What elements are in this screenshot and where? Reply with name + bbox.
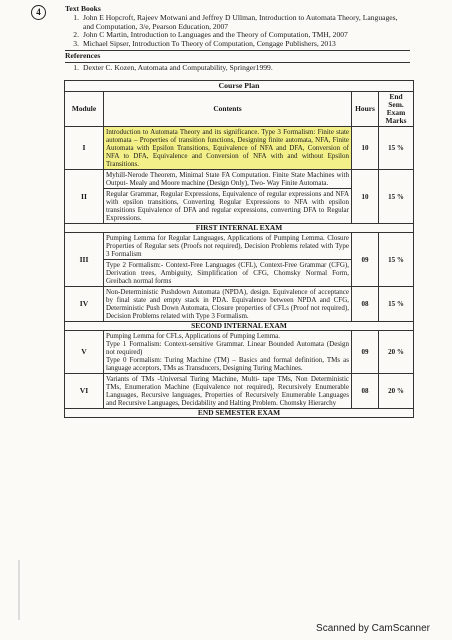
- end-semester-exam: END SEMESTER EXAM: [65, 409, 414, 418]
- module-6-contents: Variants of TMs -Universal Turing Machine, Multi- tape TMs, Non Deterministic TMs, Enumeration Machine (Equivalence not required), Recursively Enumerable Languages, Recursive languages, Properties of Recursively Enumerable Languages and Recursive Languages, Decidability and Halting Problem. Chomsky Hierarchy: [104, 374, 352, 409]
- text-books-heading: Text Books: [65, 4, 101, 13]
- first-internal-exam: FIRST INTERNAL EXAM: [65, 224, 414, 233]
- course-plan-table: [64, 80, 414, 418]
- table-row: VI Variants of TMs -Universal Turing Machine, Multi- tape TMs, Non Deterministic TMs, Enumeration Machine (Equivalence not required), Recursively Enumerable Languages, Recursive languages, Properties of Recursively Enumerable Languages and Recursive Languages, Decidability and Halting Problem. Chomsky Hierarchy 08 20 %: [65, 374, 414, 409]
- scan-margin-mark: [18, 560, 20, 620]
- table-row: IV Non-Deterministic Pushdown Automata (NPDA), design. Equivalence of acceptance by final state and empty stack in PDA. Equivalence between NPDA and CFG, Deterministic Push Down Automata, Closure properties of CFLs (Proof not required), Decision Problems related with Type 3 Formalism. 08 15 %: [65, 287, 414, 322]
- table-row: II Myhill-Nerode Theorem, Minimal State FA Computation. Finite State Machines with Output- Mealy and Moore machine (Design Only), Two- Way Finite Automata. Regular Grammar, Regular Expressions, Equivalence of regular expressions and NFA with epsilon transitions, Converting Regular Expressions to NFA with epsilon transitions Equivalence of DFA and regular expressions, converting DFA to Regular Expressions. 10 15 %: [65, 170, 414, 224]
- module-2-contents: Myhill-Nerode Theorem, Minimal State FA Computation. Finite State Machines with Output- Mealy and Moore machine (Design Only), Two- Way Finite Automata. Regular Grammar, Regular Expressions, Equivalence of regular expressions and NFA with epsilon transitions, Converting Regular Expressions to NFA with epsilon transitions Equivalence of DFA and regular expressions, converting DFA to Regular Expressions.: [104, 170, 352, 224]
- hours-header: Hours: [352, 92, 379, 127]
- module-5-contents: Pumping Lemma for CFLs, Applications of Pumping Lemma. Type 1 Formalism: Context-sensitive Grammar. Linear Bounded Automata (Design not required) Type 0 Formalism: Turing Machine (TM) – Basics and formal definition, TMs as language acceptors, TMs as Transducers, Designing Turing Machines.: [104, 331, 352, 374]
- contents-header: Contents: [104, 92, 352, 127]
- references-block: [65, 5, 410, 73]
- page-number: 4: [31, 5, 46, 20]
- module-header: Module: [65, 92, 104, 127]
- reference-item: 1. Dexter C. Kozen, Automata and Computability, Springer1999.: [73, 62, 273, 72]
- text-book-item: 2. John C Martin, Introduction to Languages and the Theory of Computation, TMH, 2007: [73, 30, 348, 40]
- text-book-item: 3. Michael Sipser, Introduction To Theory of Computation, Cengage Publishers, 2013: [73, 39, 336, 49]
- text-book-item: 1. John E Hopcroft, Rajeev Motwani and Jeffrey D Ullman, Introduction to Automata Theory, Languages, and Computation, 3/e, Pearson Education, 2007: [73, 12, 398, 31]
- table-row: III Pumping Lemma for Regular Languages, Applications of Pumping Lemma. Closure Properties of Regular sets (Proofs not required), Decision Problems related with Type 3 Formalism Type 2 Formalism:- Context-Free Languages (CFL), Context-Free Grammar (CFG), Derivation trees, Ambiguity, Simplification of CFG, Chomsky Normal Form, Greibach normal forms 09 15 %: [65, 233, 414, 287]
- scanner-watermark: Scanned by CamScanner: [316, 623, 430, 634]
- module-1-contents: Introduction to Automata Theory and its significance. Type 3 Formalism: Finite state automata – Properties of transition functions, Designing finite automata, NFA, Finite Automata with Epsilon Transitions, Equivalence of NFA and DFA, Conversion of NFA to DFA, Equivalence and Conversion of NFA with and without Epsilon Transitions.: [104, 127, 352, 170]
- table-row: I Introduction to Automata Theory and its significance. Type 3 Formalism: Finite state automata – Properties of transition functions, Designing finite automata, NFA, Finite Automata with Epsilon Transitions, Equivalence of NFA and DFA, Conversion of NFA to DFA, Equivalence and Conversion of NFA with and without Epsilon Transitions. 10 15 %: [65, 127, 414, 170]
- marks-header: End Sem. Exam Marks: [379, 92, 414, 127]
- course-plan-title: Course Plan: [65, 81, 414, 92]
- table-row: V Pumping Lemma for CFLs, Applications of Pumping Lemma. Type 1 Formalism: Context-sensitive Grammar. Linear Bounded Automata (Design not required) Type 0 Formalism: Turing Machine (TM) – Basics and formal definition, TMs as language acceptors, TMs as Transducers, Designing Turing Machines. 09 20 %: [65, 331, 414, 374]
- second-internal-exam: SECOND INTERNAL EXAM: [65, 322, 414, 331]
- module-3-contents: Pumping Lemma for Regular Languages, Applications of Pumping Lemma. Closure Properties of Regular sets (Proofs not required), Decision Problems related with Type 3 Formalism Type 2 Formalism:- Context-Free Languages (CFL), Context-Free Grammar (CFG), Derivation trees, Ambiguity, Simplification of CFG, Chomsky Normal Form, Greibach normal forms: [104, 233, 352, 287]
- module-4-contents: Non-Deterministic Pushdown Automata (NPDA), design. Equivalence of acceptance by final state and empty stack in PDA. Equivalence between NPDA and CFG, Deterministic Push Down Automata, Closure properties of CFLs (Proof not required), Decision Problems related with Type 3 Formalism.: [104, 287, 352, 322]
- references-heading: References: [65, 50, 101, 60]
